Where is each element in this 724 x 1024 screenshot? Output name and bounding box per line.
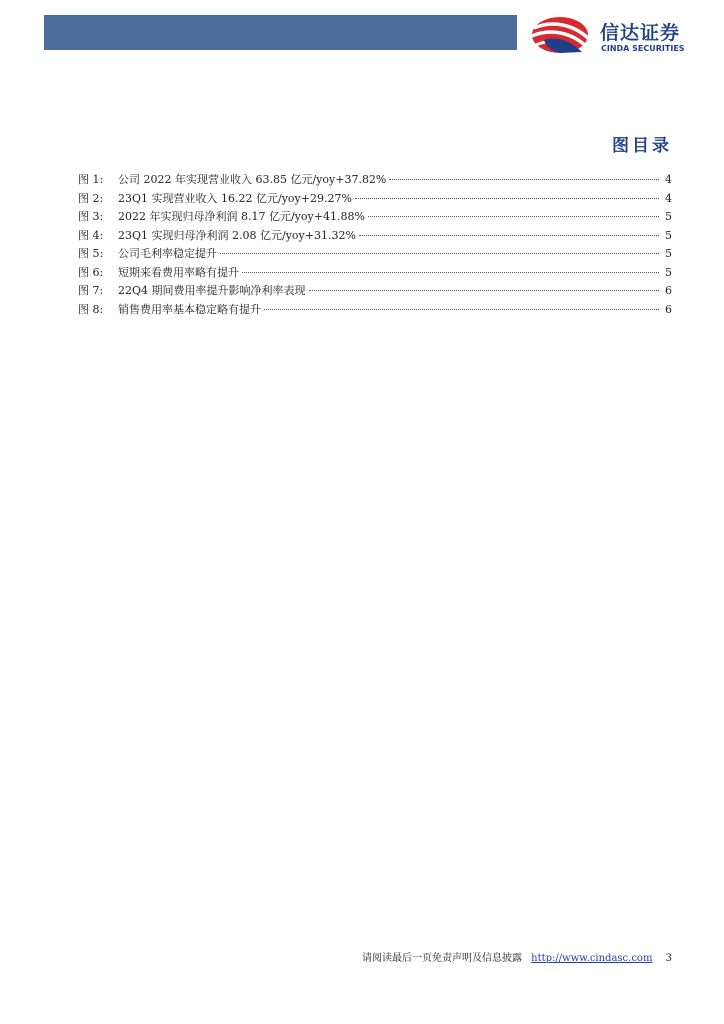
toc-entry-text: 公司 2022 年实现营业收入 63.85 亿元/yoy+37.82%	[118, 173, 387, 186]
toc-entry-text: 短期来看费用率略有提升	[118, 265, 239, 279]
cinda-logo-mark-icon	[530, 14, 592, 54]
header-bar	[44, 15, 517, 50]
footer-disclaimer: 请阅读最后一页免责声明及信息披露	[361, 953, 522, 964]
toc-title: 图目录	[612, 136, 672, 156]
toc-entry-page: 5	[665, 247, 672, 260]
toc-entry[interactable]	[78, 208, 672, 227]
toc-entry-label: 图 4:	[78, 228, 104, 242]
toc-entry-page: 5	[665, 265, 672, 279]
toc-entry-text: 公司毛利率稳定提升	[118, 247, 217, 260]
toc-dot-leader	[242, 272, 659, 273]
toc-entry[interactable]	[78, 190, 672, 209]
toc-entry-page: 5	[665, 228, 672, 242]
toc-dot-leader	[264, 309, 659, 310]
toc-dot-leader	[368, 216, 659, 217]
toc-entry-page: 6	[665, 302, 672, 316]
toc-entry[interactable]	[78, 301, 672, 320]
toc-entry-label: 图 7:	[78, 284, 104, 297]
toc-entry-page: 6	[665, 284, 672, 297]
toc-entry-label: 图 6:	[78, 265, 104, 279]
logo-chinese-text: 信达证券	[600, 22, 681, 44]
toc-entry-text: 23Q1 实现营业收入 16.22 亿元/yoy+29.27%	[118, 191, 352, 205]
toc-entry-label: 图 2:	[78, 191, 104, 205]
toc-entry[interactable]	[78, 245, 672, 264]
toc-list	[78, 171, 672, 319]
toc-entry-label: 图 8:	[78, 302, 104, 316]
toc-dot-leader	[359, 235, 659, 236]
toc-dot-leader	[389, 179, 659, 180]
toc-dot-leader	[220, 253, 659, 254]
logo-english-text: CINDA SECURITIES	[601, 44, 685, 53]
toc-entry-text: 23Q1 实现归母净利润 2.08 亿元/yoy+31.32%	[118, 228, 356, 242]
toc-entry-label: 图 5:	[78, 247, 104, 260]
toc-entry[interactable]	[78, 227, 672, 246]
footer-page-number: 3	[665, 953, 672, 964]
cinda-logo	[530, 14, 710, 54]
toc-entry-text: 销售费用率基本稳定略有提升	[118, 302, 261, 316]
toc-entry-page: 5	[665, 210, 672, 223]
toc-dot-leader	[355, 198, 659, 199]
toc-entry-text: 2022 年实现归母净利润 8.17 亿元/yoy+41.88%	[118, 210, 365, 223]
toc-entry-page: 4	[665, 191, 672, 205]
toc-entry-label: 图 3:	[78, 210, 104, 223]
toc-entry-page: 4	[665, 173, 672, 186]
toc-dot-leader	[309, 290, 659, 291]
toc-entry-text: 22Q4 期间费用率提升影响净利率表现	[118, 284, 306, 297]
footer-website-link[interactable]: http://www.cindasc.com	[531, 953, 653, 964]
page-footer	[362, 949, 672, 964]
toc-entry[interactable]	[78, 171, 672, 190]
toc-entry-label: 图 1:	[78, 173, 104, 186]
toc-entry[interactable]	[78, 264, 672, 283]
toc-entry[interactable]	[78, 282, 672, 301]
